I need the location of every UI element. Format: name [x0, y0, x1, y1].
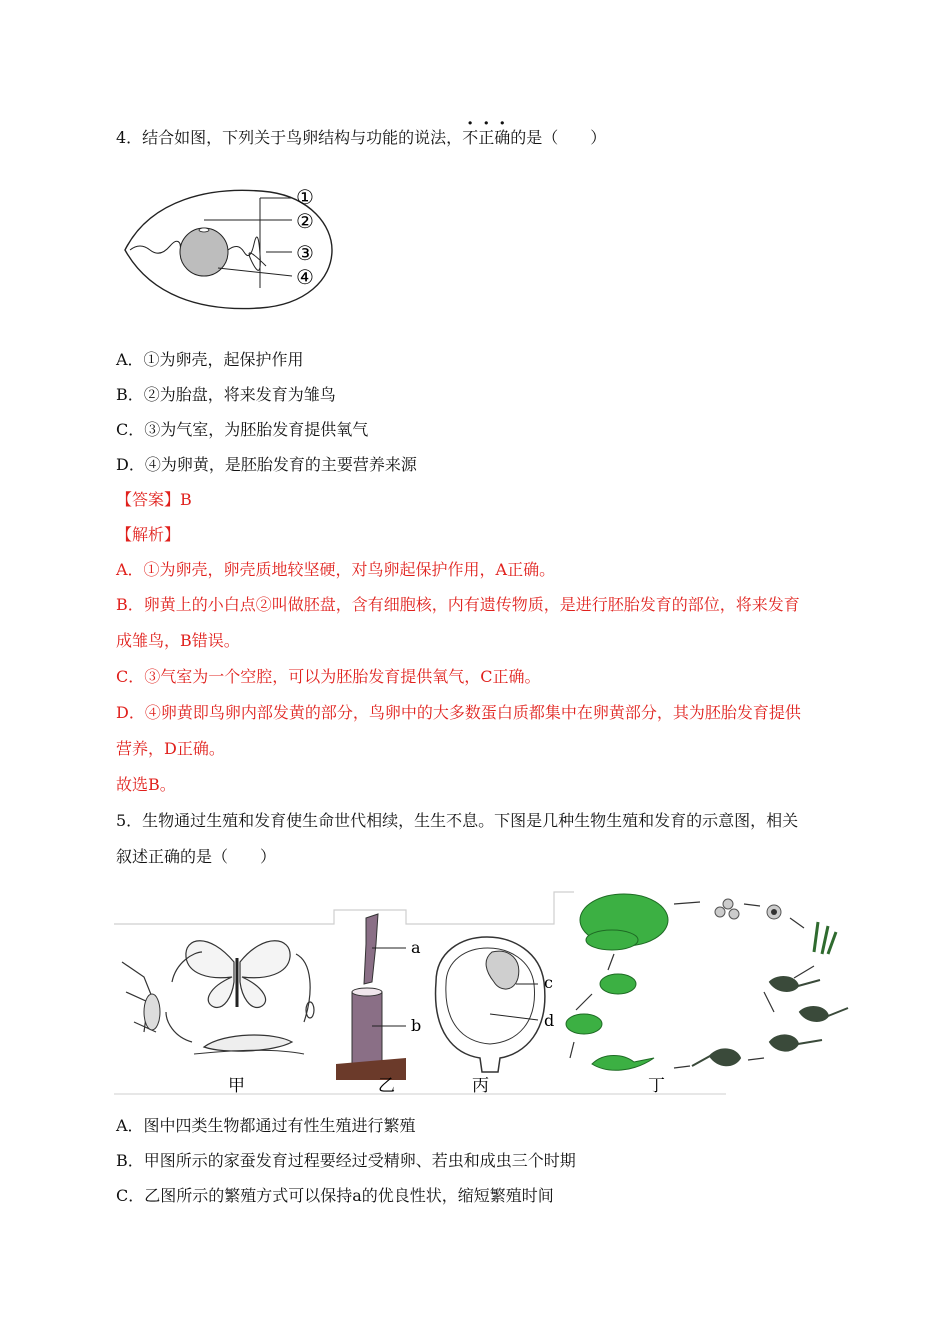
egg-label-1: ① — [296, 185, 314, 209]
larva — [204, 1035, 292, 1051]
egg-label-4: ④ — [296, 265, 314, 289]
q4-option-d: D．④为卵黄，是胚胎发育的主要营养来源 — [116, 455, 417, 474]
q5-option-a: A．图中四类生物都通过有性生殖进行繁殖 — [116, 1116, 416, 1135]
q4-analysis-a: A．①为卵壳，卵壳质地较坚硬，对鸟卵起保护作用，A正确。 — [116, 560, 556, 579]
panel-bing — [436, 937, 555, 1096]
figure-frame — [114, 892, 574, 924]
panel-yi — [336, 914, 421, 1096]
young-frog-2 — [566, 1014, 602, 1034]
q4-analysis-d-line2: 营养，D正确。 — [116, 739, 225, 758]
tadpole-late — [770, 1035, 822, 1050]
label-b: b — [411, 1016, 422, 1035]
q4-stem-emph-3: 确 — [494, 128, 511, 147]
cycle-arrow-right — [296, 954, 310, 1022]
label-d: d — [544, 1011, 555, 1030]
panel-jia — [122, 941, 314, 1096]
rootstock-cut — [352, 988, 382, 996]
q5-stem-line1: 5．生物通过生殖和发育使生命世代相续，生生不息。下图是几种生物生殖和发育的示意图，相关 — [116, 811, 799, 830]
frog-egg-1 — [715, 907, 725, 917]
caption-ding: 丁 — [648, 1076, 665, 1096]
young-frog-1 — [600, 974, 636, 994]
q5-option-c: C．乙图所示的繁殖方式可以保持a的优良性状，缩短繁殖时间 — [116, 1186, 554, 1205]
chalaza-left — [130, 241, 183, 259]
frog-embryo — [771, 909, 777, 915]
leaf-under-larva — [194, 1050, 304, 1054]
q4-conclusion: 故选B。 — [116, 775, 176, 794]
rootstock — [352, 992, 382, 1064]
egg-label-3: ③ — [296, 241, 314, 265]
q4-option-a: A．①为卵壳，起保护作用 — [116, 350, 304, 369]
pupa — [144, 994, 160, 1030]
q4-analysis-title: 【解析】 — [116, 525, 181, 544]
tadpole-mid — [800, 1007, 848, 1021]
egg-label-2: ② — [296, 209, 314, 233]
q4-stem-after: 的是（ ） — [510, 128, 607, 147]
hatchling-on-weed — [814, 922, 836, 954]
q4-stem — [116, 128, 606, 148]
q4-stem-emph-2: 正 — [478, 128, 495, 147]
cycle-arrow-bottom — [166, 1012, 192, 1042]
q5-option-b: B．甲图所示的家蚕发育过程要经过受精卵、若虫和成虫三个时期 — [116, 1151, 576, 1170]
caption-bing: 丙 — [472, 1076, 489, 1096]
caption-yi: 乙 — [378, 1076, 395, 1096]
q4-stem-emph-1: 不 — [462, 128, 479, 147]
tadpole-early — [770, 977, 820, 991]
egg-structure-figure — [120, 180, 340, 315]
frog-egg-2 — [723, 899, 733, 909]
reproduction-figure — [114, 882, 854, 1097]
label-a: a — [411, 938, 421, 957]
caption-jia: 甲 — [228, 1076, 245, 1096]
frog-egg-3 — [729, 909, 739, 919]
germinal-disc — [199, 228, 209, 232]
leader-4 — [218, 268, 292, 276]
scion — [364, 914, 378, 984]
q4-analysis-b-line1: B．卵黄上的小白点②叫做胚盘，含有细胞核，内有遗传物质，是进行胚胎发育的部位，将来发育 — [116, 595, 800, 614]
q4-stem-before: 4．结合如图，下列关于鸟卵结构与功能的说法， — [116, 128, 463, 147]
q4-analysis-c: C．③气室为一个空腔，可以为胚胎发育提供氧气，C正确。 — [116, 667, 541, 686]
q4-analysis-b-line2: 成雏鸟，B错误。 — [116, 631, 240, 650]
fetus — [486, 951, 519, 989]
froglet-with-tail — [592, 1056, 654, 1071]
tadpole-legs — [692, 1049, 740, 1066]
q4-answer: 【答案】B — [116, 490, 192, 509]
q4-analysis-d-line1: D．④卵黄即鸟卵内部发黄的部分，鸟卵中的大多数蛋白质都集中在卵黄部分，其为胚胎发育提供 — [116, 703, 801, 722]
label-c: c — [544, 973, 553, 992]
soil — [336, 1058, 406, 1080]
butterfly-wing-left — [186, 941, 234, 1008]
q5-stem-line2: 叙述正确的是（ ） — [116, 847, 277, 866]
butterfly-wing-right — [240, 941, 290, 1008]
adult-frog-leg — [586, 930, 638, 950]
q4-option-b: B．②为胎盘，将来发育为雏鸟 — [116, 385, 336, 404]
q4-option-c: C．③为气室，为胚胎发育提供氧气 — [116, 420, 369, 439]
panel-ding — [566, 894, 848, 1096]
